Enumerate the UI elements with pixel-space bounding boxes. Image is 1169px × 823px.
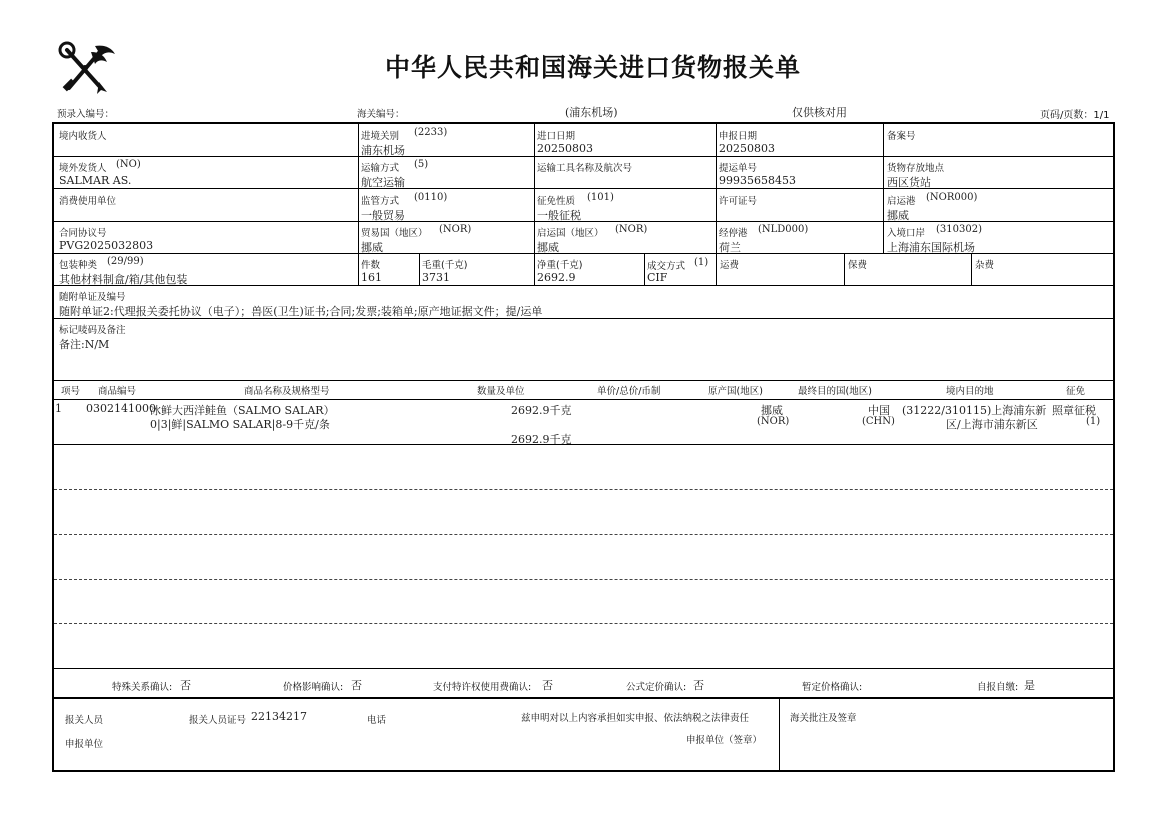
cell-divider	[716, 124, 717, 253]
docs-value: 随附单证2:代理报关委托协议（电子）；兽医(卫生)证书;合同;发票;装箱单;原产地证据文件；提/运单	[59, 305, 543, 318]
customs-emblem-icon	[55, 38, 119, 100]
declaring-unit-label: 申报单位	[65, 739, 104, 750]
rule	[54, 285, 1113, 286]
cell-divider	[971, 253, 972, 285]
goods-item-exempt-code: (1)	[1086, 416, 1101, 427]
cell-divider	[644, 253, 645, 285]
dep-port-code: (NOR000)	[926, 192, 978, 203]
entry-customs-label: 进境关别	[361, 131, 400, 142]
storage-value: 西区货站	[887, 176, 931, 189]
declaration-form	[52, 122, 1115, 772]
customs-no-label: 海关编号：	[357, 109, 405, 120]
royalty-value: 否	[542, 679, 553, 692]
storage-label: 货物存放地点	[887, 163, 945, 174]
docs-label: 随附单证及编号	[59, 292, 126, 303]
rule	[54, 380, 1113, 381]
dashed-rule	[54, 579, 1113, 580]
cell-divider	[419, 253, 420, 285]
trade-country-value: 挪威	[361, 241, 383, 254]
dashed-rule	[54, 534, 1113, 535]
special-relation-label: 特殊关系确认:	[112, 682, 173, 693]
page-info: 页码/页数：1/1	[1040, 110, 1110, 121]
self-pay-value: 是	[1024, 679, 1035, 692]
transport-mode-code: (5)	[414, 159, 429, 170]
conveyance-label: 运输工具名称及航次号	[537, 163, 633, 174]
net-weight-label: 净重(千克)	[537, 260, 583, 271]
pkg-type-value: 其他材料制盒/箱/其他包装	[59, 273, 188, 286]
transport-mode-label: 运输方式	[361, 163, 400, 174]
goods-header-code: 商品编号	[98, 386, 137, 397]
dep-country-value: 挪威	[537, 241, 559, 254]
cell-divider	[534, 124, 535, 253]
entry-port-label: 入境口岸	[887, 228, 926, 239]
goods-header-name: 商品名称及规格型号	[244, 386, 330, 397]
goods-item-origin: 挪威	[761, 404, 783, 417]
license-label: 许可证号	[719, 196, 758, 207]
import-date-label: 进口日期	[537, 131, 576, 142]
formula-price-label: 公式定价确认:	[626, 682, 687, 693]
freight-label: 运费	[720, 260, 740, 271]
deal-mode-label: 成交方式	[647, 261, 686, 272]
goods-item-dest: 中国	[868, 404, 890, 417]
dep-country-code: (NOR)	[615, 224, 648, 235]
bill-no-label: 提运单号	[719, 163, 758, 174]
rule	[54, 697, 1113, 699]
dashed-rule	[54, 489, 1113, 490]
record-no-label: 备案号	[887, 131, 916, 142]
cell-divider	[358, 124, 359, 253]
remarks-value: 备注:N/M	[59, 338, 110, 351]
goods-header-qty: 数量及单位	[477, 386, 525, 397]
declarant-cert-value: 22134217	[251, 710, 307, 723]
goods-header-domestic: 境内目的地	[946, 386, 994, 397]
special-relation-value: 否	[180, 679, 191, 692]
trade-country-code: (NOR)	[439, 224, 472, 235]
levy-value: 一般征税	[537, 209, 581, 222]
port-name: (浦东机场)	[565, 106, 618, 119]
declare-date-label: 申报日期	[719, 131, 758, 142]
deal-mode-value: CIF	[647, 271, 668, 284]
goods-item-qty1: 2692.9千克	[511, 404, 572, 417]
rule	[54, 399, 1113, 400]
price-impact-label: 价格影响确认:	[283, 682, 344, 693]
pieces-value: 161	[361, 271, 382, 284]
gross-weight-label: 毛重(千克)	[422, 260, 468, 271]
cell-divider	[779, 697, 780, 770]
pieces-label: 件数	[361, 260, 381, 271]
gross-weight-value: 3731	[422, 271, 450, 284]
goods-item-name-line1: 冰鲜大西洋鲑鱼（SALMO SALAR）	[150, 404, 335, 417]
dep-country-label: 启运国（地区）	[537, 228, 604, 239]
goods-header-no: 项号	[61, 386, 81, 397]
goods-item-name-line2: 0|3|鲜|SALMO SALAR|8-9千克/条	[150, 418, 330, 431]
declarant-cert-label: 报关人员证号	[189, 715, 247, 726]
import-date-value: 20250803	[537, 142, 593, 155]
shipper-label: 境外发货人	[59, 163, 107, 174]
rule	[54, 188, 1113, 189]
declarant-label: 报关人员	[65, 715, 104, 726]
declaration-statement: 兹申明对以上内容承担如实申报、依法纳税之法律责任	[521, 713, 750, 724]
rule	[54, 668, 1113, 669]
dep-port-label: 启运港	[887, 196, 916, 207]
goods-header-exempt: 征免	[1066, 386, 1086, 397]
pkg-type-code: (29/99)	[107, 256, 144, 267]
trade-country-label: 贸易国（地区）	[361, 228, 428, 239]
rule	[54, 444, 1113, 445]
transport-mode-value: 航空运输	[361, 176, 405, 189]
stop-port-code: (NLD000)	[758, 224, 809, 235]
self-pay-label: 自报自缴:	[977, 682, 1019, 693]
net-weight-value: 2692.9	[537, 271, 576, 284]
shipper-code: (NO)	[116, 159, 141, 170]
goods-item-code: 0302141000	[86, 402, 156, 415]
customs-approval-label: 海关批注及签章	[790, 713, 857, 724]
declaring-unit-seal-label: 申报单位（签章）	[686, 735, 763, 746]
insurance-label: 保费	[848, 260, 868, 271]
stop-port-label: 经停港	[719, 228, 748, 239]
bill-no-value: 99935658453	[719, 174, 796, 187]
preentry-no-label: 预录入编号：	[57, 109, 115, 120]
cell-divider	[358, 253, 359, 285]
form-title: 中华人民共和国海关进口货物报关单	[385, 53, 802, 82]
goods-item-qty2: 2692.9千克	[511, 433, 572, 446]
deal-mode-code: (1)	[694, 257, 709, 268]
entry-port-code: (310302)	[936, 224, 982, 235]
stop-port-value: 荷兰	[719, 241, 741, 254]
cell-divider	[883, 124, 884, 253]
goods-header-origin: 原产国(地区)	[708, 386, 763, 397]
rule	[54, 221, 1113, 222]
shipper-value: SALMAR AS.	[59, 174, 132, 187]
supervision-label: 监管方式	[361, 196, 400, 207]
goods-item-domestic-line2: 区/上海市浦东新区	[946, 418, 1038, 431]
remarks-label: 标记唛码及备注	[59, 325, 126, 336]
goods-item-origin-code: (NOR)	[757, 416, 790, 427]
cell-divider	[716, 253, 717, 285]
goods-item-dest-code: (CHN)	[862, 416, 895, 427]
cell-divider	[534, 253, 535, 285]
royalty-label: 支付特许权使用费确认:	[433, 682, 532, 693]
declare-date-value: 20250803	[719, 142, 775, 155]
goods-item-exempt: 照章征税	[1052, 404, 1096, 417]
entry-port-value: 上海浦东国际机场	[887, 241, 975, 254]
consumer-label: 消费使用单位	[59, 196, 117, 207]
goods-header-dest: 最终目的国(地区)	[798, 386, 872, 397]
verify-note: 仅供核对用	[792, 106, 847, 119]
provisional-price-label: 暂定价格确认:	[802, 682, 863, 693]
dep-port-value: 挪威	[887, 209, 909, 222]
rule	[54, 156, 1113, 157]
supervision-value: 一般贸易	[361, 209, 405, 222]
price-impact-value: 否	[351, 679, 362, 692]
pkg-type-label: 包装种类	[59, 260, 98, 271]
goods-item-domestic-line1: (31222/310115)上海浦东新	[902, 404, 1047, 417]
phone-label: 电话	[367, 715, 387, 726]
contract-value: PVG2025032803	[59, 239, 154, 252]
levy-label: 征免性质	[537, 196, 576, 207]
misc-fee-label: 杂费	[975, 260, 995, 271]
contract-label: 合同协议号	[59, 228, 107, 239]
consignee-label: 境内收货人	[59, 131, 107, 142]
formula-price-value: 否	[693, 679, 704, 692]
goods-item-no: 1	[55, 402, 62, 415]
cell-divider	[844, 253, 845, 285]
entry-customs-code: (2233)	[414, 127, 448, 138]
dashed-rule	[54, 623, 1113, 624]
supervision-code: (0110)	[414, 192, 448, 203]
levy-code: (101)	[587, 192, 614, 203]
entry-customs-value: 浦东机场	[361, 144, 405, 157]
goods-header-price: 单价/总价/币制	[597, 386, 661, 397]
